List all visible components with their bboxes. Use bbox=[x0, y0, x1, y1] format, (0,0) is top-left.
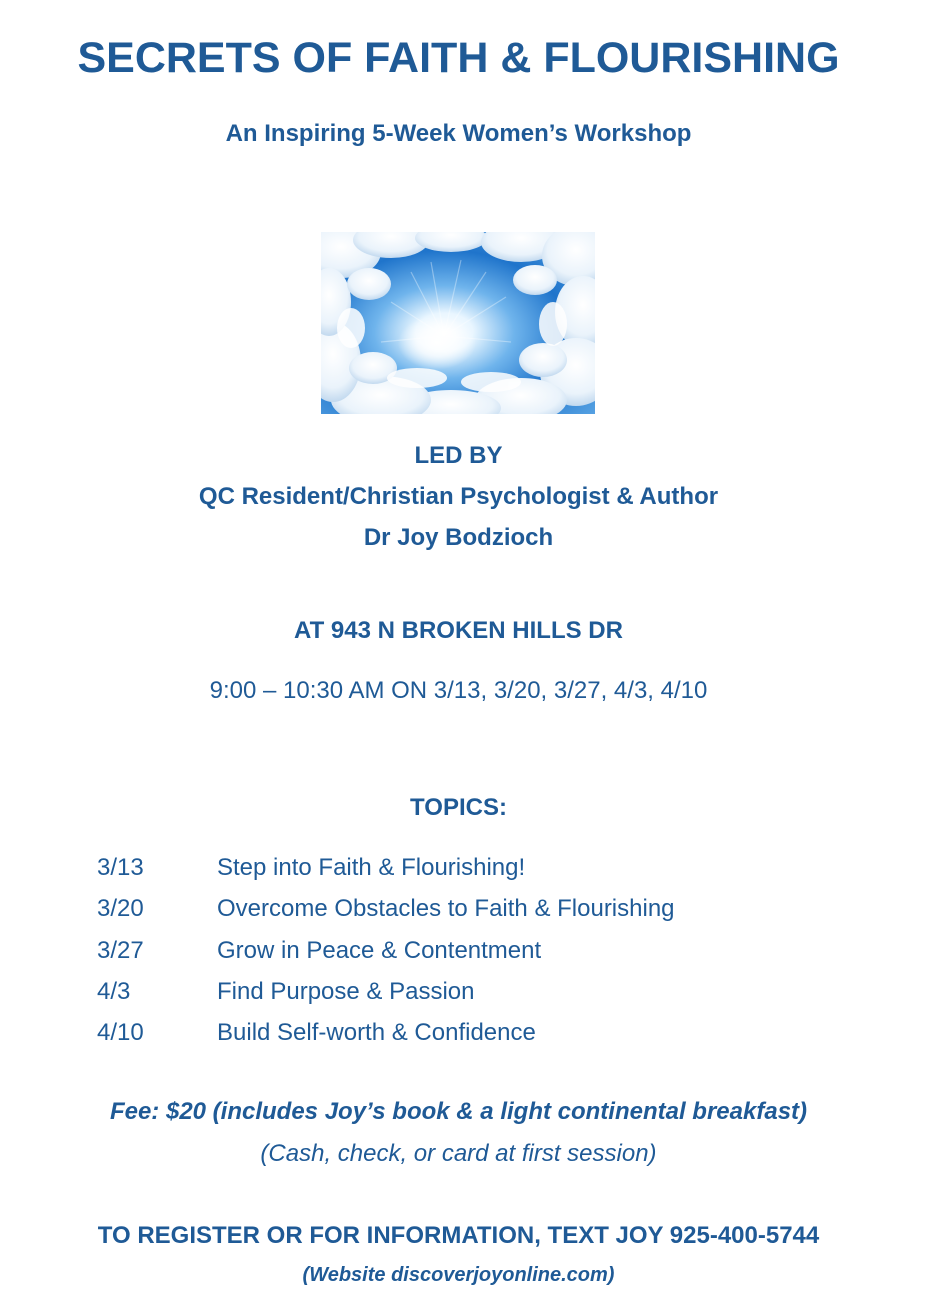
register-info: TO REGISTER OR FOR INFORMATION, TEXT JOY 925-400-5744 bbox=[97, 1222, 820, 1249]
topics-heading: TOPICS: bbox=[410, 794, 507, 821]
topic-date: 4/10 bbox=[97, 1019, 144, 1047]
fee-info: Fee: $20 (includes Joy’s book & a light continental breakfast) bbox=[109, 1098, 808, 1125]
topic-title: Find Purpose & Passion bbox=[217, 977, 475, 1005]
topic-title: Overcome Obstacles to Faith & Flourishing bbox=[217, 895, 675, 923]
flyer-subtitle: An Inspiring 5-Week Women’s Workshop bbox=[225, 120, 692, 147]
presenter-name: Dr Joy Bodzioch bbox=[363, 524, 554, 551]
topic-row bbox=[97, 1015, 857, 1056]
topic-title: Build Self-worth & Confidence bbox=[217, 1019, 536, 1047]
flyer-title: SECRETS OF FAITH & FLOURISHING bbox=[77, 34, 840, 82]
topics-list bbox=[97, 850, 857, 1056]
led-by-label: LED BY bbox=[414, 442, 503, 469]
workshop-address: AT 943 N BROKEN HILLS DR bbox=[294, 617, 623, 644]
topic-title: Step into Faith & Flourishing! bbox=[217, 854, 526, 881]
workshop-schedule: 9:00 – 10:30 AM ON 3/13, 3/20, 3/27, 4/3, 4/10 bbox=[209, 677, 708, 704]
topic-date: 3/13 bbox=[97, 854, 144, 881]
topic-row bbox=[97, 850, 857, 891]
topic-date: 3/20 bbox=[97, 895, 144, 923]
payment-info: (Cash, check, or card at first session) bbox=[260, 1140, 657, 1167]
topic-row bbox=[97, 891, 857, 932]
topic-title: Grow in Peace & Contentment bbox=[217, 936, 542, 964]
sky-clouds-light-image bbox=[321, 232, 595, 414]
topic-row bbox=[97, 974, 857, 1015]
website-info: (Website discoverjoyonline.com) bbox=[302, 1264, 615, 1286]
presenter-role: QC Resident/Christian Psychologist & Author bbox=[198, 483, 719, 510]
topic-date: 3/27 bbox=[97, 936, 144, 964]
topic-row bbox=[97, 933, 857, 974]
topic-date: 4/3 bbox=[97, 977, 131, 1005]
